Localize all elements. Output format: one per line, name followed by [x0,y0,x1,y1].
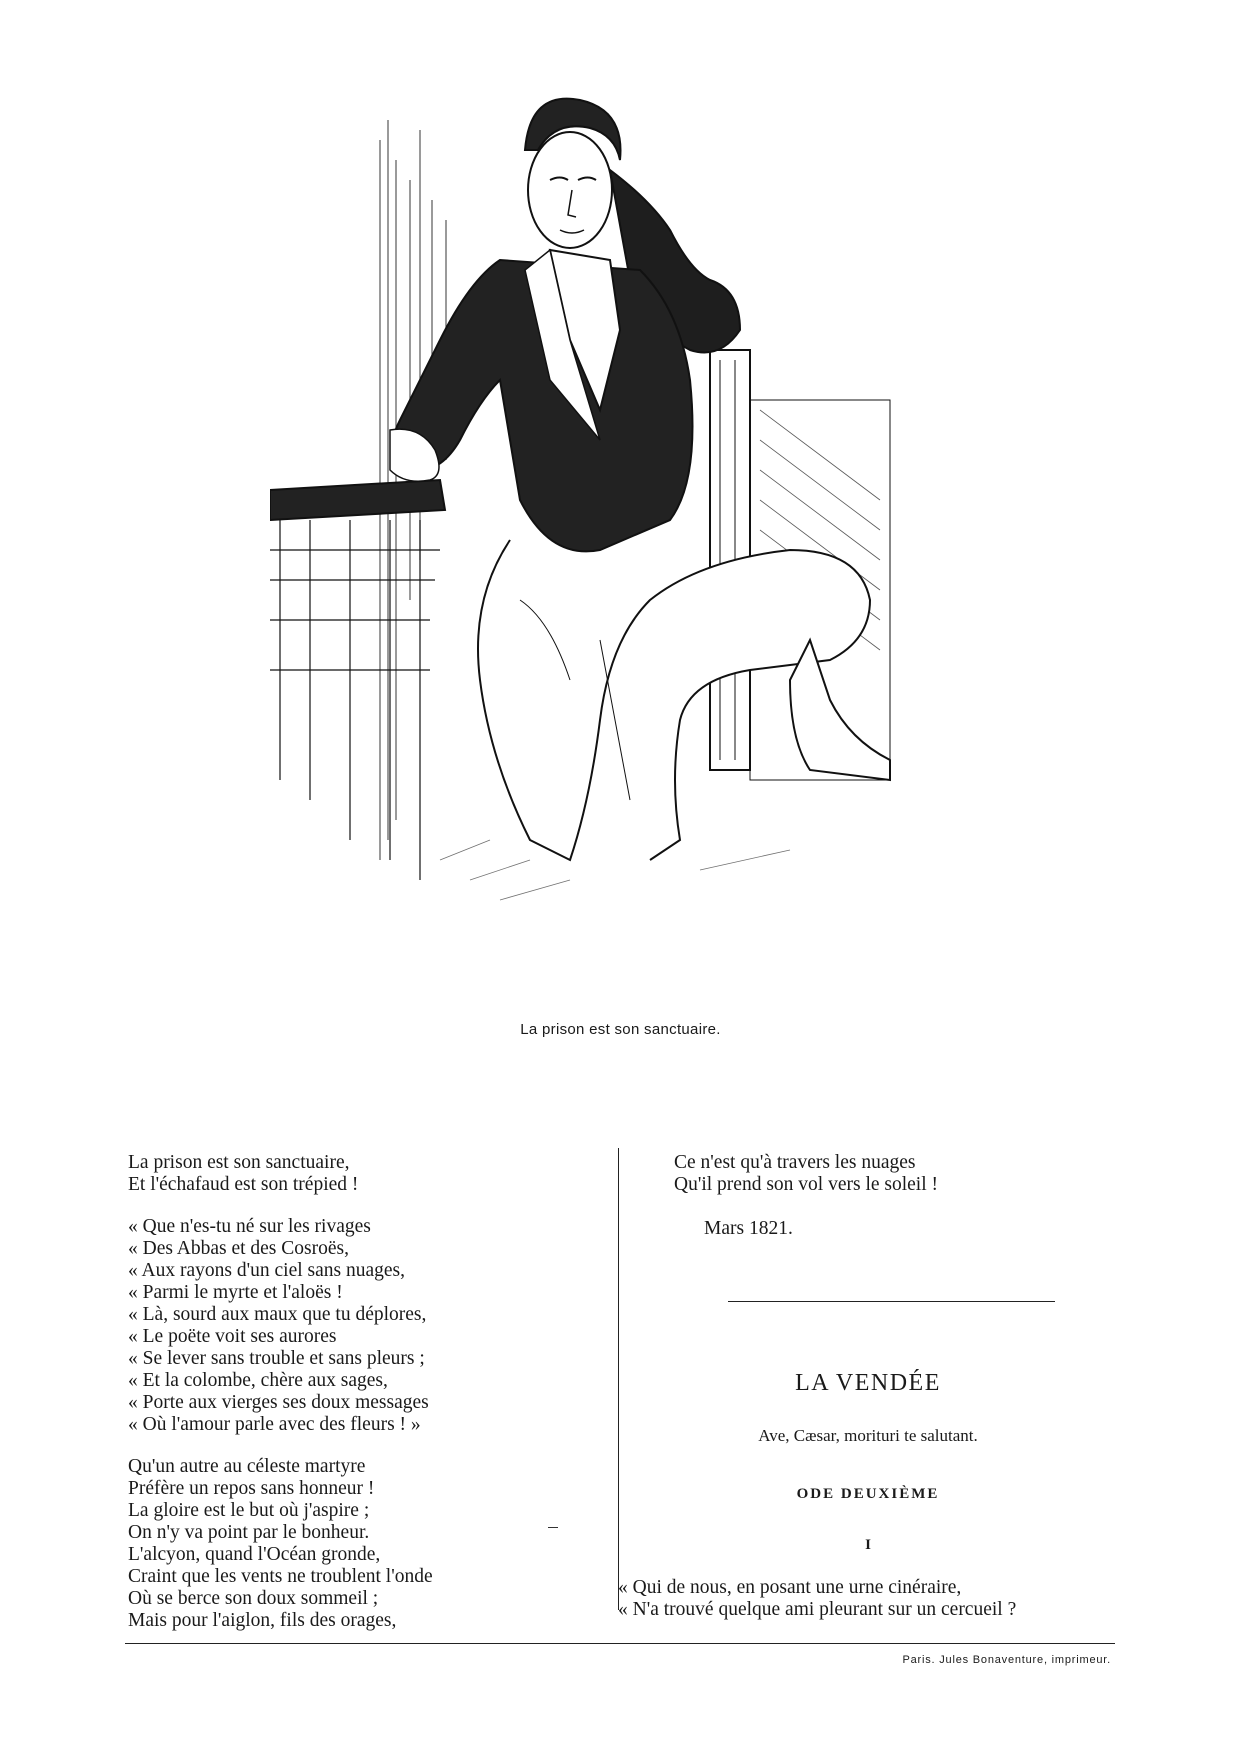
verse-line: Ce n'est qu'à travers les nuages [674,1152,916,1173]
verse-line: Mais pour l'aiglon, fils des orages, [128,1610,397,1631]
engraving-illustration [270,80,970,940]
verse-line: « Porte aux vierges ses doux messages [128,1392,429,1413]
illustration-caption: La prison est son sanctuaire. [520,1021,721,1038]
verse-line: Qu'il prend son vol vers le soleil ! [674,1174,939,1195]
verse-line: L'alcyon, quand l'Océan gronde, [128,1544,381,1565]
verse-line: « N'a trouvé quelque ami pleurant sur un cercueil ? [618,1599,1017,1620]
verse-line: « Parmi le myrte et l'aloës ! [128,1282,343,1303]
verse-line: « Que n'es-tu né sur les rivages [128,1216,371,1237]
verse-line: « Qui de nous, en posant une urne cinéraire, [618,1577,962,1598]
stanza-3 [128,1456,618,1632]
verse-line: La gloire est le but où j'aspire ; [128,1500,370,1521]
verse-line: La prison est son sanctuaire, [128,1152,350,1173]
section-separator [728,1301,1055,1302]
verse-line: « Le poëte voit ses aurores [128,1326,337,1347]
poem-date: Mars 1821. [704,1218,793,1239]
stanza-2 [128,1216,618,1436]
stanza-1 [128,1152,618,1196]
verse-line: « Où l'amour parle avec des fleurs ! » [128,1414,421,1435]
verse-line: « Se lever sans trouble et sans pleurs ; [128,1348,425,1369]
footer-rule [125,1643,1115,1644]
poem-title: LA VENDÉE [795,1370,941,1396]
verse-line: Qu'un autre au céleste martyre [128,1456,366,1477]
section-number: I [865,1537,871,1553]
verse-line: On n'y va point par le bonheur. [128,1522,370,1543]
margin-dash [548,1527,558,1528]
ode-heading: ODE DEUXIÈME [796,1486,940,1502]
verse-line: Et l'échafaud est son trépied ! [128,1174,359,1195]
verse-line: « Aux rayons d'un ciel sans nuages, [128,1260,406,1281]
verse-line: Où se berce son doux sommeil ; [128,1588,379,1609]
part-one-verses [618,1577,1016,1621]
verse-line: Craint que les vents ne troublent l'onde [128,1566,433,1587]
right-column [618,1152,1118,1196]
epigraph: Ave, Cæsar, morituri te salutant. [758,1426,978,1445]
verse-line: « Des Abbas et des Cosroës, [128,1238,349,1259]
printer-imprint: Paris. Jules Bonaventure, imprimeur. [902,1654,1111,1666]
left-column [128,1152,618,1652]
verse-line: « Et la colombe, chère aux sages, [128,1370,388,1391]
verse-line: Préfère un repos sans honneur ! [128,1478,375,1499]
verse-line: « Là, sourd aux maux que tu déplores, [128,1304,427,1325]
